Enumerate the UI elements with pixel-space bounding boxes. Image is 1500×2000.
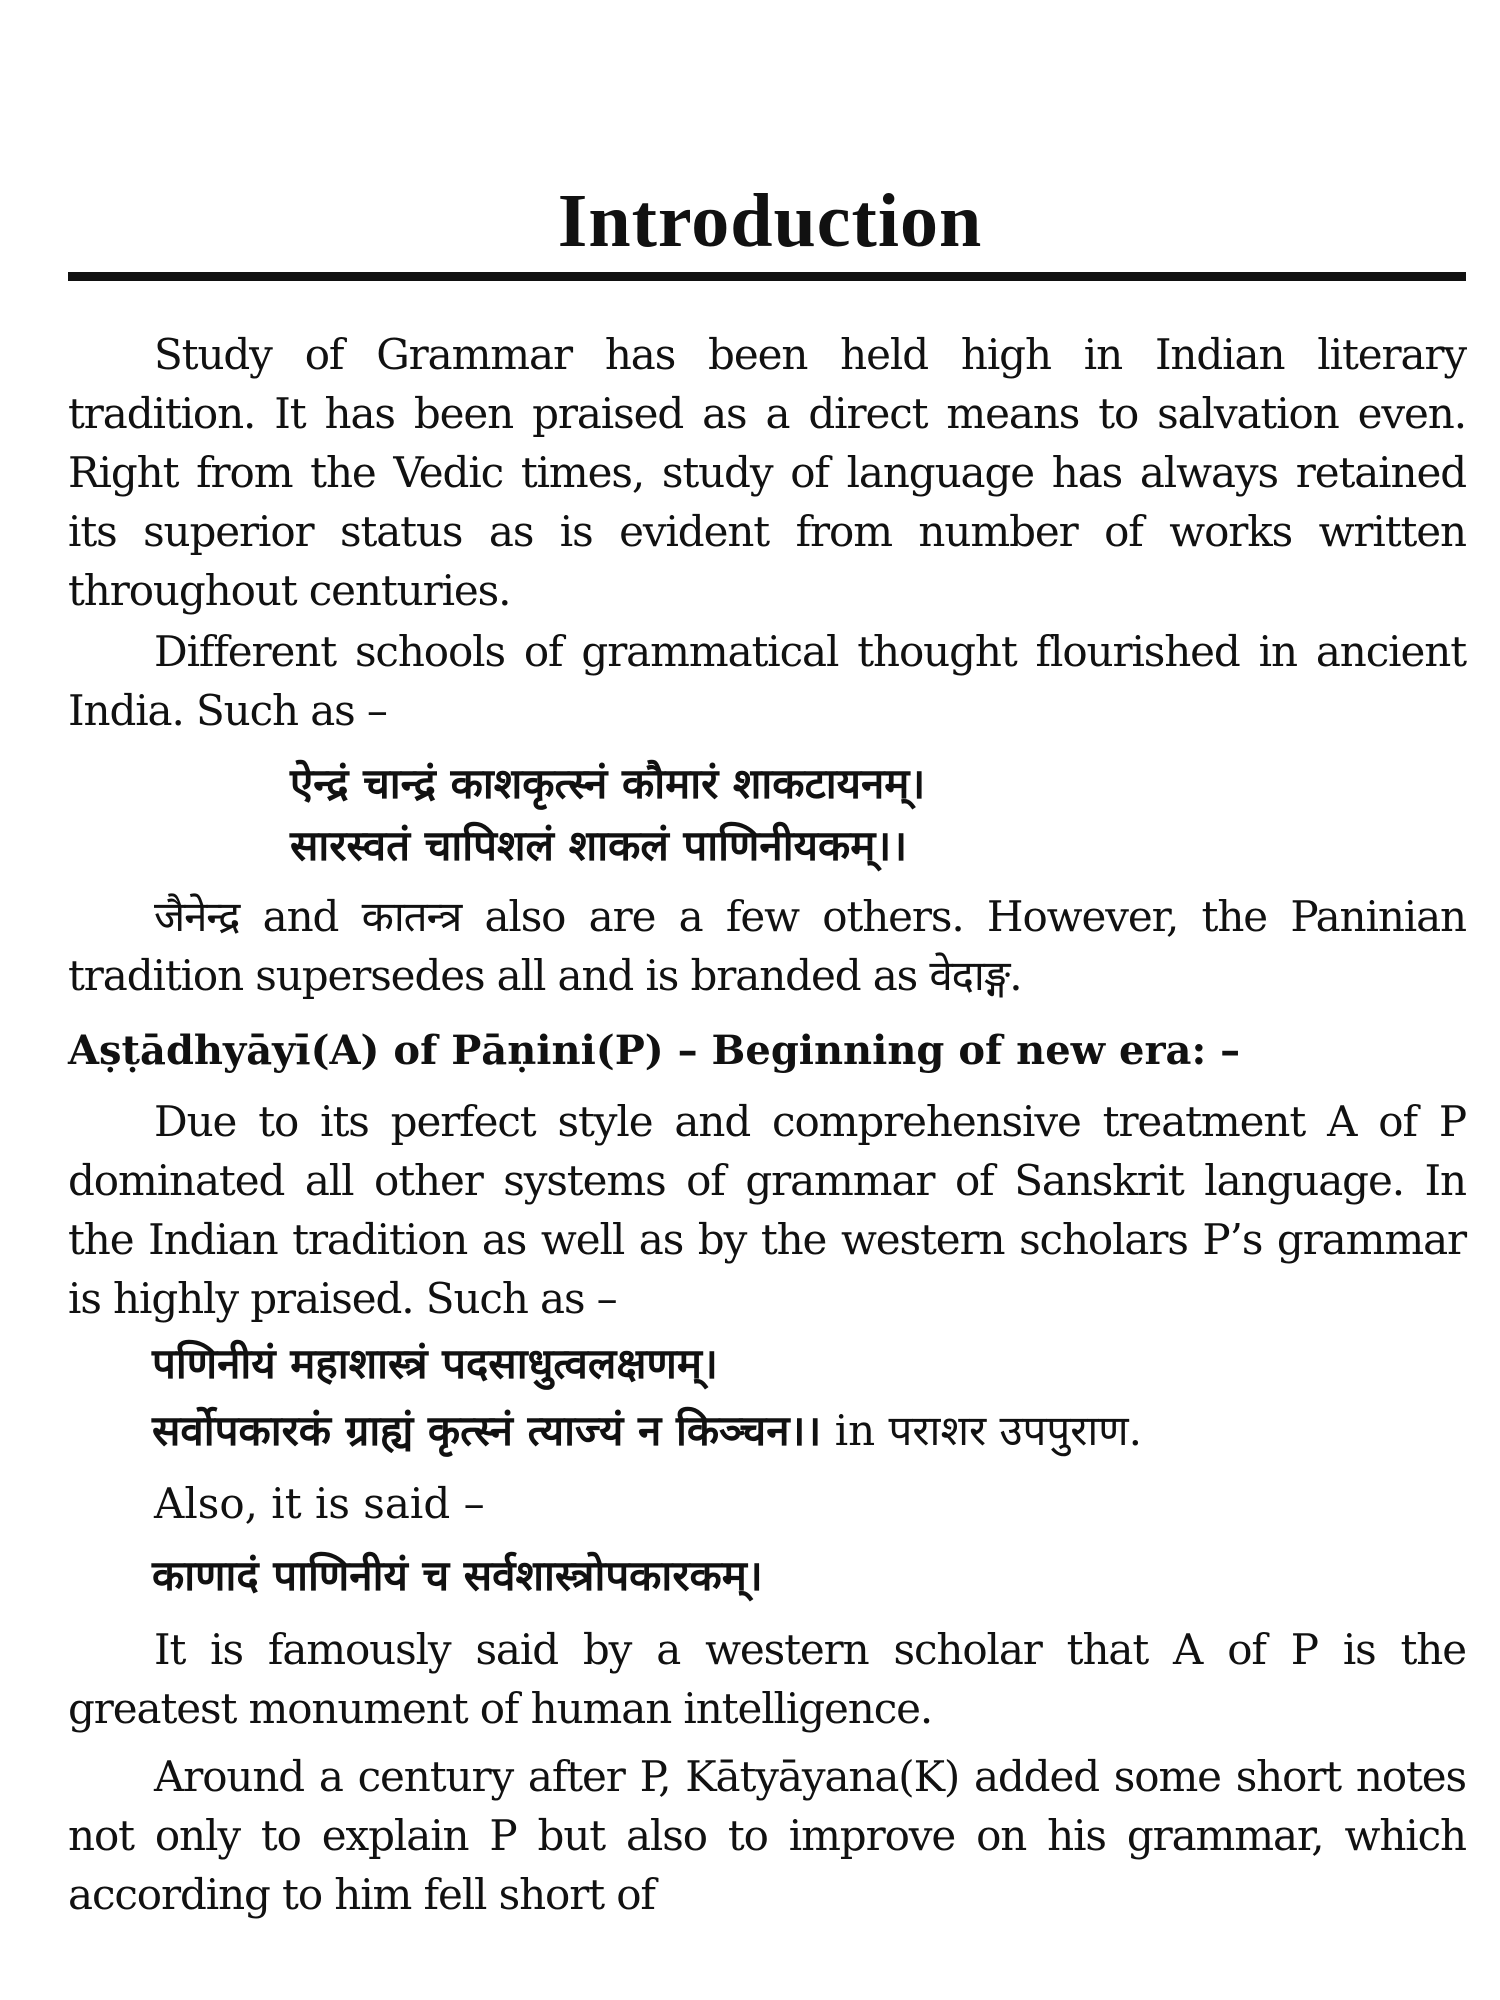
paragraph-katyayana: Around a century after P, Kātyāyana(K) added some short notes not only to explain P but also to improve on his grammar, which according to him fell short of — [68, 1752, 1466, 1919]
verse2-line1: पणिनीयं महाशास्त्रं पदसाधुत्वलक्षणम्। — [152, 1339, 718, 1388]
paragraph-grammar-tradition: Study of Grammar has been held high in Indian literary tradition. It has been praised as a direct means to salvation even. Right from the Vedic times, study of language has always retained its superior status as is evident from number of works written throughout centuries. — [68, 330, 1466, 615]
verse2-source: in पराशर उपपुराण. — [821, 1406, 1143, 1455]
verse2-line2-text: सर्वोपकारकं ग्राह्यं कृत्स्नं त्याज्यं न किञ्चन।। — [152, 1406, 822, 1455]
verse2-line2 — [152, 1402, 1142, 1460]
section-heading-astadhyayi: Aṣṭādhyāyī(A) of Pāṇini(P) – Beginning of new era: – — [68, 1027, 1241, 1074]
verse1-line1: ऐन्द्रं चान्द्रं काशकृत्स्नं कौमारं शाकटायनम्। — [290, 759, 926, 808]
paragraph-western-scholar: It is famously said by a western scholar that A of P is the greatest monument of human intelligence. — [68, 1625, 1466, 1733]
title-underline-rule — [68, 272, 1466, 281]
paragraph-schools-of-grammar: Different schools of grammatical thought flourished in ancient India. Such as – — [68, 627, 1466, 735]
page-title: Introduction — [557, 179, 983, 263]
paragraph-also-said: Also, it is said – — [154, 1479, 485, 1528]
paragraph-paninian-tradition: जैनेन्द्र and कातन्त्र also are a few others. However, the Paninian tradition supersedes all and is branded as वेदाङ्ग. — [68, 892, 1466, 1000]
verse1-line2: सारस्वतं चापिशलं शाकलं पाणिनीयकम्।। — [290, 821, 908, 870]
paragraph-astadhyayi-praise: Due to its perfect style and comprehensive treatment A of P dominated all other systems of grammar of Sanskrit language. In the Indian tradition as well as by the western scholars P’s grammar is highly praised. Such as – — [68, 1097, 1466, 1323]
verse3-line1: काणादं पाणिनीयं च सर्वशास्त्रोपकारकम्। — [152, 1551, 763, 1600]
